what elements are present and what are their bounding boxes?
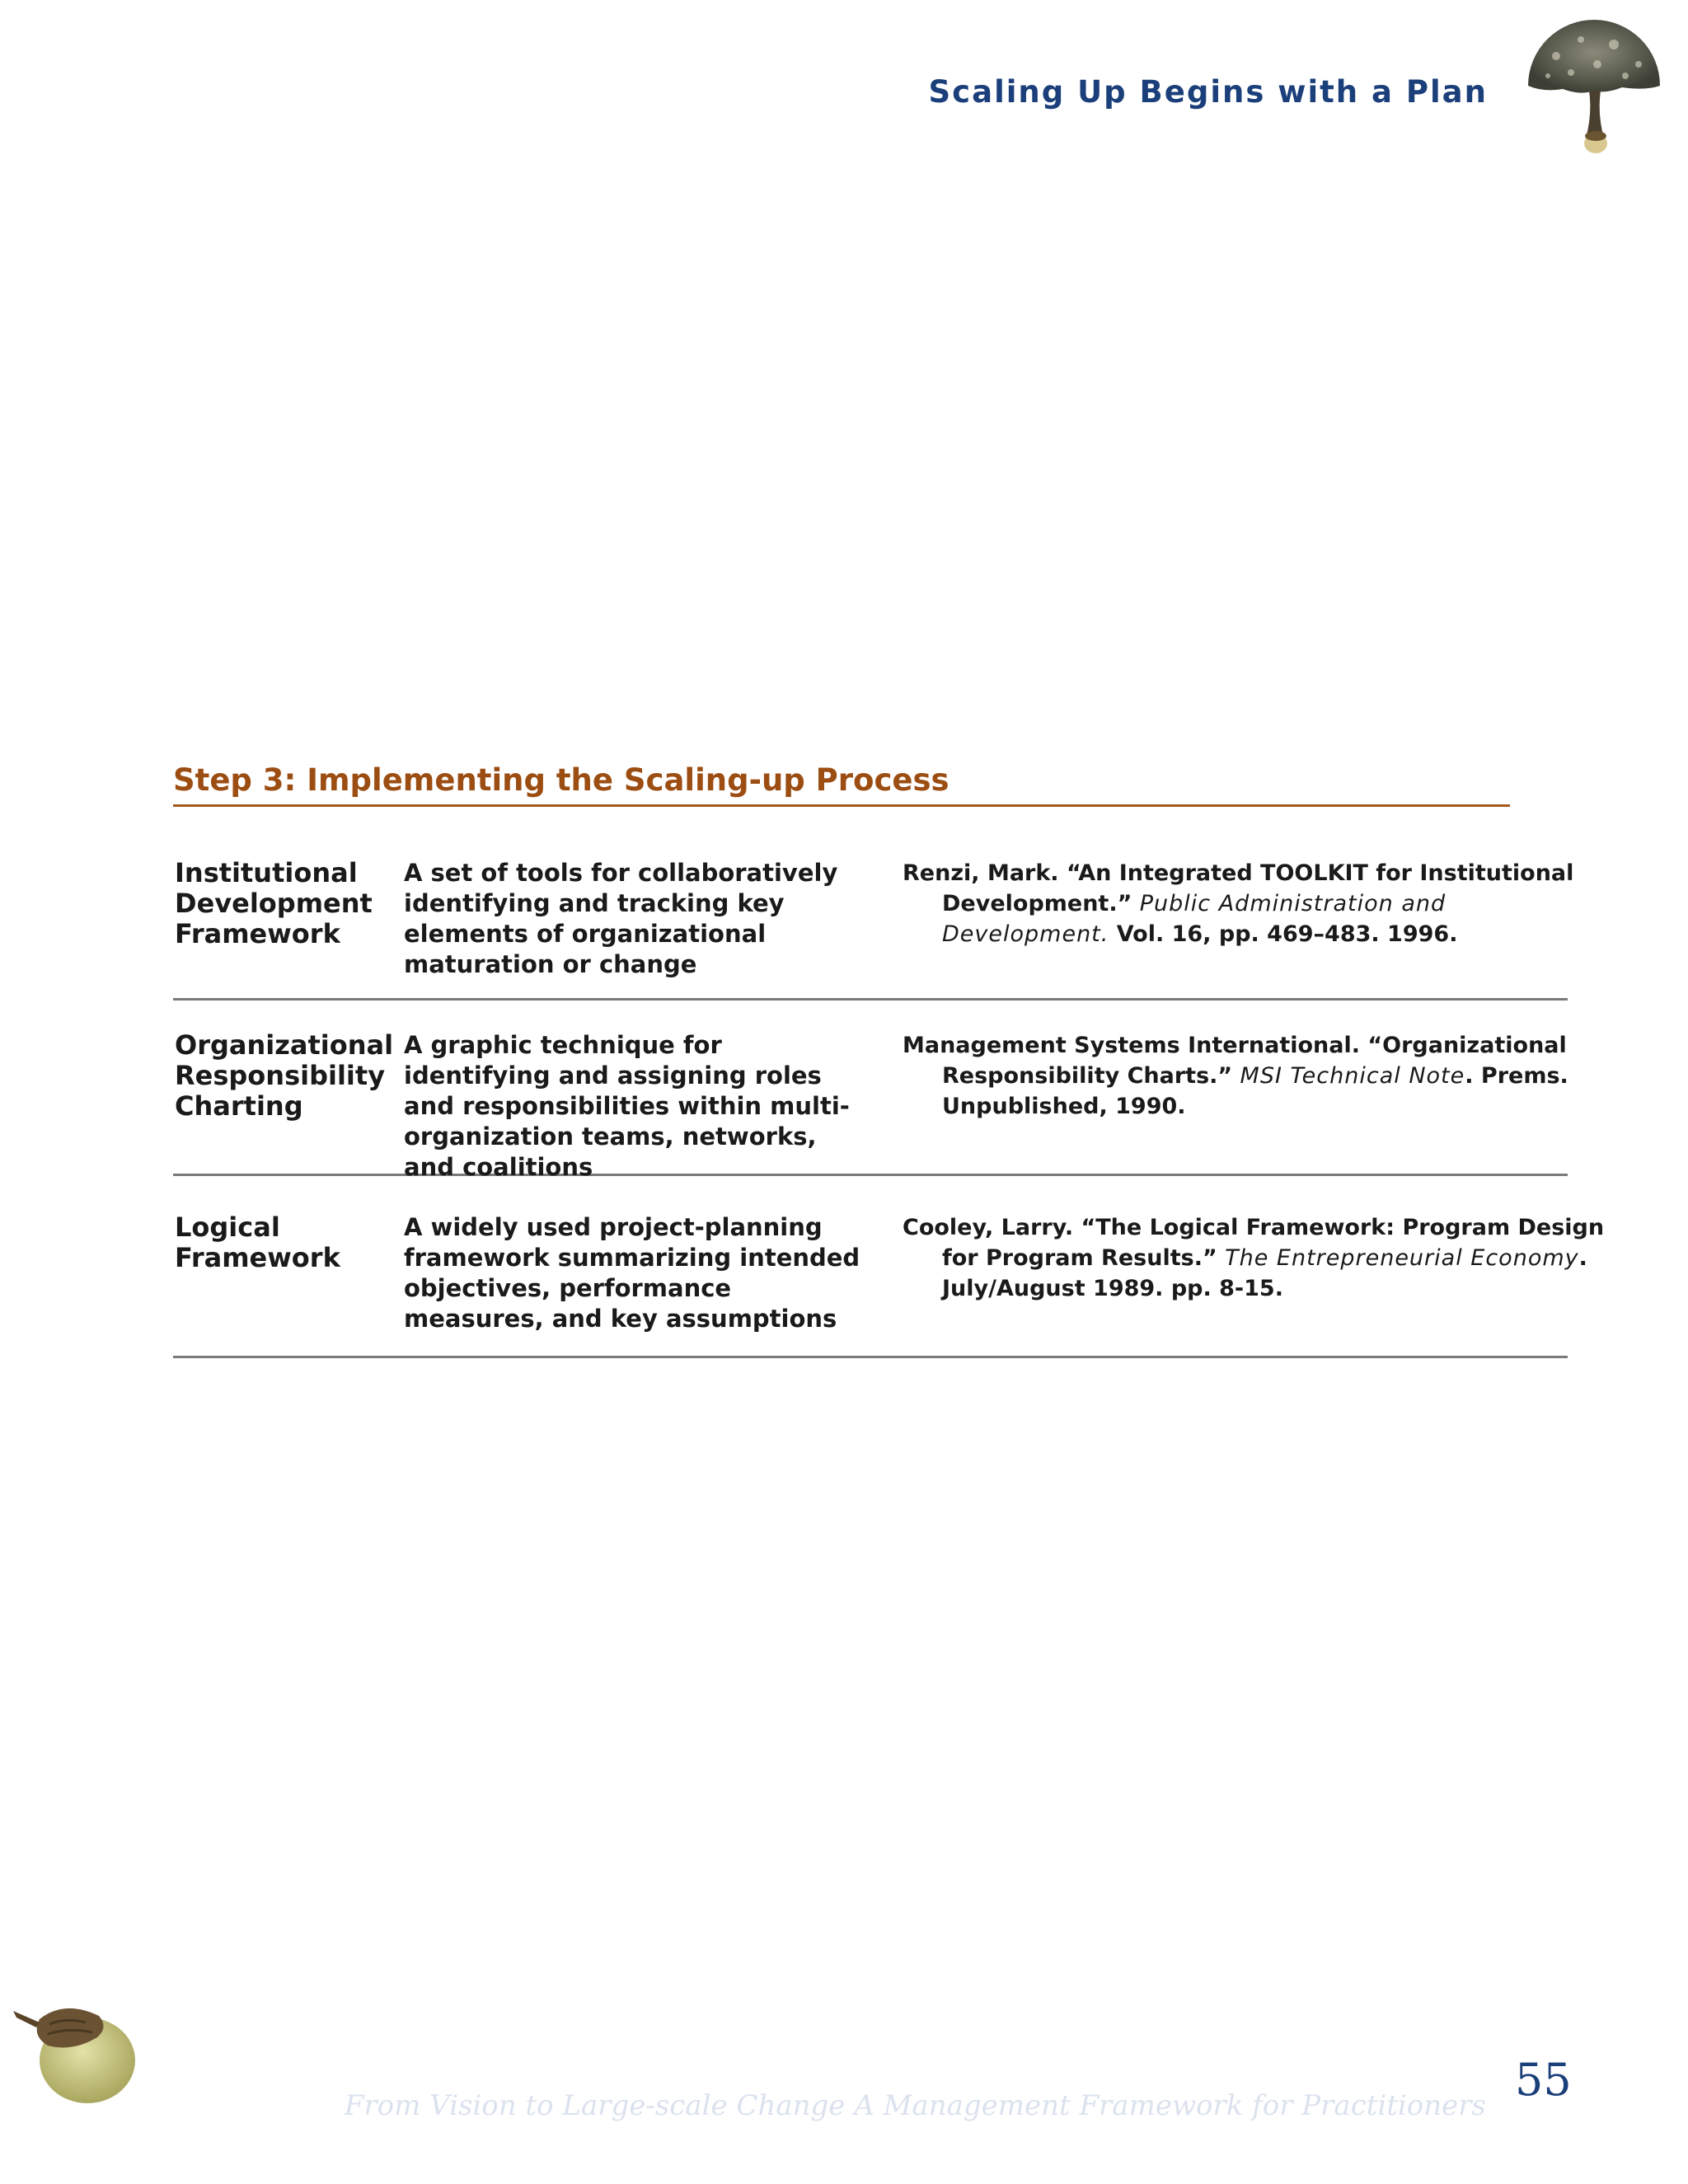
tool-description: A set of tools for collaboratively identifying and tracking key elements of organizational maturation or change	[404, 859, 838, 978]
running-header-title: Scaling Up Begins with a Plan	[928, 74, 1488, 110]
tool-description: A graphic technique for identifying and assigning roles and responsibilities within multi-organization teams, networks, and coalitions	[404, 1031, 850, 1181]
tool-description: A widely used project-planning framework summarizing intended objectives, performance measures, and key assumptions	[404, 1213, 860, 1333]
table-row	[173, 1001, 1568, 1181]
tool-name: Logical Framework	[175, 1212, 340, 1273]
tool-name: Organizational Responsibility Charting	[175, 1029, 394, 1122]
tool-name: Institutional Development Framework	[175, 857, 373, 949]
page-number: 55	[1515, 2054, 1572, 2106]
table-row	[173, 1176, 1605, 1358]
table-row	[173, 851, 1574, 1001]
tool-reference: Cooley, Larry. “The Logical Framework: Program Design for Program Results.” The Entrepreneurial Economy. July/August 1989. pp. 8-15.	[903, 1215, 1605, 1301]
tools-table	[173, 851, 1605, 1358]
section-title: Step 3: Implementing the Scaling-up Process	[173, 762, 1510, 807]
oak-tree-icon	[1523, 15, 1665, 157]
step-3-section	[173, 762, 1605, 1333]
acorn-icon	[7, 1994, 138, 2110]
tool-reference: Renzi, Mark. “An Integrated TOOLKIT for Institutional Development.” Public Administration and Development. Vol. 16, pp. 469–483. 1996.	[903, 860, 1574, 947]
footer-book-title: From Vision to Large-scale Change A Management Framework for Practitioners	[344, 2089, 1486, 2122]
tool-reference: Management Systems International. “Organizational Responsibility Charts.” MSI Technical Note. Prems. Unpublished, 1990.	[903, 1033, 1568, 1119]
